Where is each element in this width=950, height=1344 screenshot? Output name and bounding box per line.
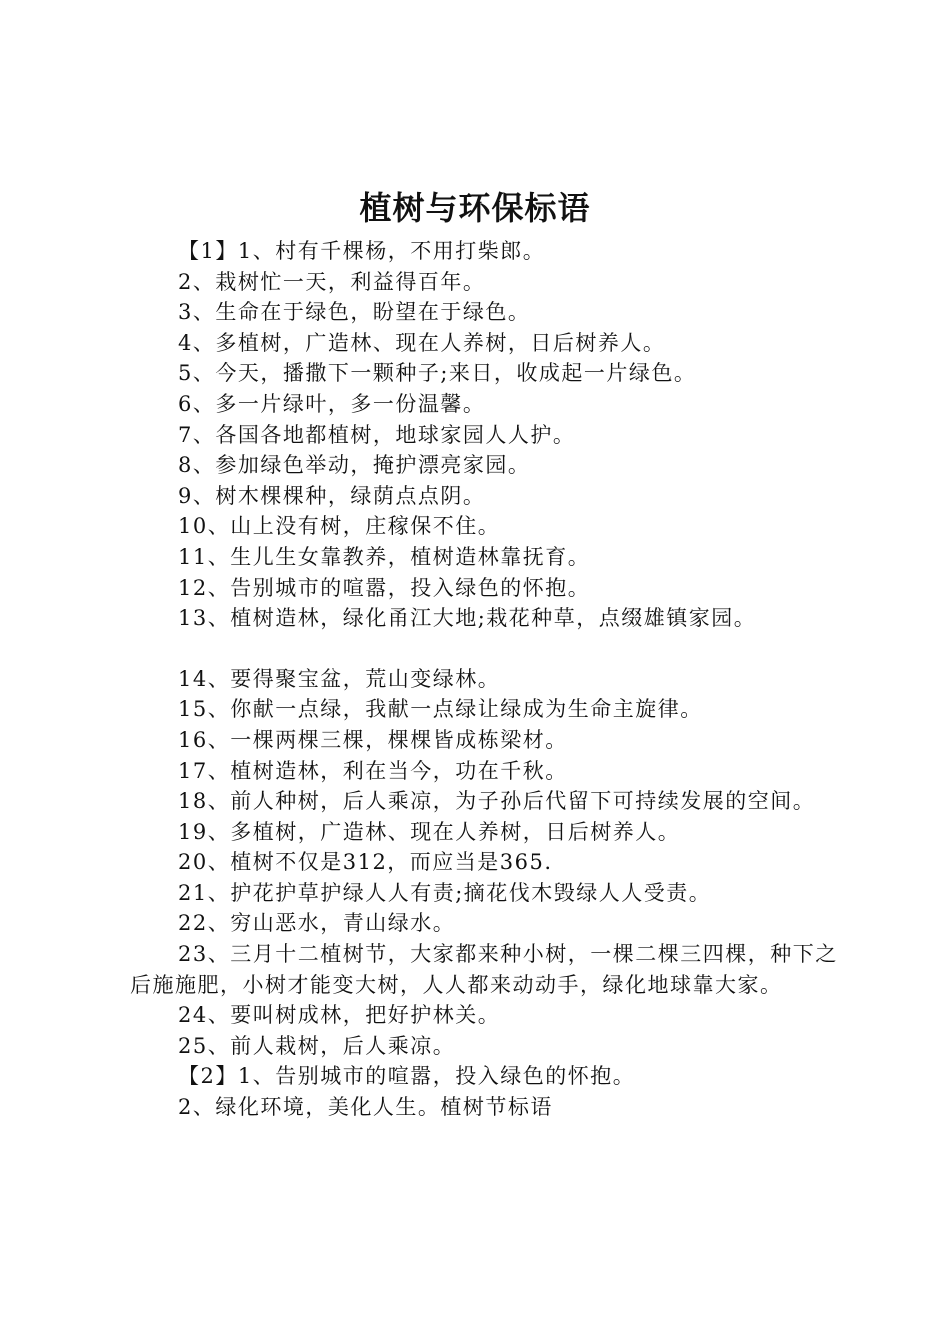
slogan-line: 14、要得聚宝盆，荒山变绿林。	[178, 666, 501, 691]
slogan-line: 11、生儿生女靠教养，植树造林靠抚育。	[178, 544, 591, 569]
slogan-line: 20、植树不仅是312，而应当是365.	[178, 850, 553, 875]
slogan-line: 17、植树造林，利在当今，功在千秋。	[178, 758, 568, 783]
slogan-line: 24、要叫树成林，把好护林关。	[178, 1003, 501, 1028]
slogan-line: 23、三月十二植树节，大家都来种小树，一棵二棵三四棵，种下之后施施肥，小树才能变大树，人人都来动动手，绿化地球靠大家。	[130, 942, 838, 997]
blank-line	[130, 634, 850, 664]
slogan-line: 9、树木棵棵种，绿荫点点阴。	[178, 483, 486, 508]
slogan-line: 15、你献一点绿，我献一点绿让绿成为生命主旋律。	[178, 697, 703, 722]
slogan-line: 13、植树造林，绿化甬江大地;栽花种草，点缀雄镇家园。	[178, 606, 757, 631]
slogan-line: 21、护花护草护绿人人有责;摘花伐木毁绿人人受责。	[178, 880, 712, 905]
slogan-line: 【2】1、告别城市的喧嚣，投入绿色的怀抱。	[178, 1064, 636, 1089]
slogan-line: 22、穷山恶水，青山绿水。	[178, 911, 456, 936]
slogan-line: 6、多一片绿叶，多一份温馨。	[178, 391, 486, 416]
slogan-line: 10、山上没有树，庄稼保不住。	[178, 514, 501, 539]
slogan-line: 2、绿化环境，美化人生。植树节标语	[178, 1095, 553, 1120]
slogan-line: 18、前人种树，后人乘凉，为子孙后代留下可持续发展的空间。	[178, 789, 816, 814]
slogan-line: 16、一棵两棵三棵，棵棵皆成栋梁材。	[178, 727, 568, 752]
document-body	[130, 236, 850, 1123]
slogan-line: 3、生命在于绿色，盼望在于绿色。	[178, 300, 531, 325]
slogan-line: 5、今天，播撒下一颗种子;来日，收成起一片绿色。	[178, 361, 697, 386]
slogan-line: 8、参加绿色举动，掩护漂亮家园。	[178, 453, 531, 478]
slogan-line: 2、栽树忙一天，利益得百年。	[178, 269, 486, 294]
slogan-line: 12、告别城市的喧嚣，投入绿色的怀抱。	[178, 575, 591, 600]
document-title: 植树与环保标语	[359, 189, 591, 227]
slogan-line: 19、多植树，广造林、现在人养树，日后树养人。	[178, 819, 681, 844]
slogan-line: 【1】1、村有千棵杨，不用打柴郎。	[178, 239, 546, 263]
slogan-line: 4、多植树，广造林、现在人养树，日后树养人。	[178, 330, 666, 355]
slogan-line: 25、前人栽树，后人乘凉。	[178, 1033, 456, 1058]
slogan-line: 7、各国各地都植树，地球家园人人护。	[178, 422, 576, 447]
